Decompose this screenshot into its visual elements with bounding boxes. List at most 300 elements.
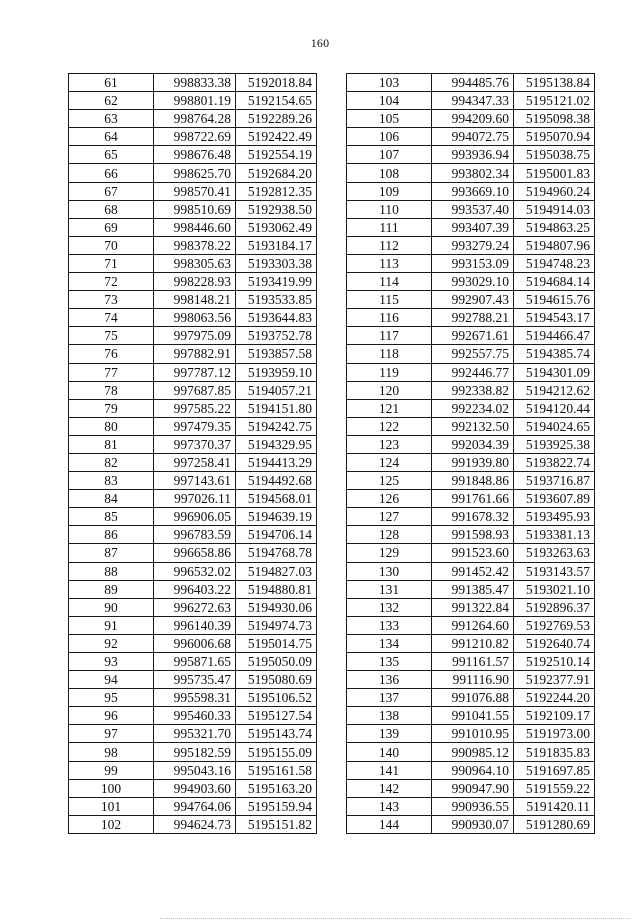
y-coordinate-cell: 5193303.38 [236,254,317,272]
table-row [347,689,595,707]
y-coordinate-cell: 5192510.14 [514,653,595,671]
table-row [347,399,595,417]
table-row [347,707,595,725]
y-coordinate-cell: 5194212.62 [514,381,595,399]
table-row [69,725,317,743]
table-row [347,218,595,236]
table-row [347,128,595,146]
y-coordinate-cell: 5193857.58 [236,345,317,363]
point-number-cell: 102 [69,815,154,833]
table-row [347,526,595,544]
x-coordinate-cell: 994624.73 [154,815,236,833]
point-number-cell: 82 [69,453,154,471]
point-number-cell: 95 [69,689,154,707]
table-row [347,74,595,92]
table-row [69,92,317,110]
point-number-cell: 117 [347,327,432,345]
x-coordinate-cell: 994347.33 [432,92,514,110]
table-row [69,309,317,327]
x-coordinate-cell: 990985.12 [432,743,514,761]
y-coordinate-cell: 5194301.09 [514,363,595,381]
point-number-cell: 101 [69,797,154,815]
table-row [69,671,317,689]
table-row [69,653,317,671]
x-coordinate-cell: 992338.82 [432,381,514,399]
y-coordinate-cell: 5194863.25 [514,218,595,236]
x-coordinate-cell: 993279.24 [432,236,514,254]
x-coordinate-cell: 991848.86 [432,472,514,490]
table-row [69,761,317,779]
x-coordinate-cell: 996006.68 [154,634,236,652]
coordinates-table-left [68,73,317,834]
y-coordinate-cell: 5195161.58 [236,761,317,779]
x-coordinate-cell: 995043.16 [154,761,236,779]
table-row [347,381,595,399]
y-coordinate-cell: 5193533.85 [236,291,317,309]
table-row [347,146,595,164]
x-coordinate-cell: 996532.02 [154,562,236,580]
point-number-cell: 104 [347,92,432,110]
table-row [347,453,595,471]
point-number-cell: 68 [69,200,154,218]
y-coordinate-cell: 5195151.82 [236,815,317,833]
point-number-cell: 109 [347,182,432,200]
point-number-cell: 132 [347,598,432,616]
point-number-cell: 106 [347,128,432,146]
point-number-cell: 62 [69,92,154,110]
table-row [347,417,595,435]
x-coordinate-cell: 997975.09 [154,327,236,345]
point-number-cell: 71 [69,254,154,272]
table-row [69,815,317,833]
y-coordinate-cell: 5193607.89 [514,490,595,508]
x-coordinate-cell: 995598.31 [154,689,236,707]
y-coordinate-cell: 5193959.10 [236,363,317,381]
y-coordinate-cell: 5194568.01 [236,490,317,508]
x-coordinate-cell: 993153.09 [432,254,514,272]
x-coordinate-cell: 992234.02 [432,399,514,417]
y-coordinate-cell: 5194974.73 [236,616,317,634]
table-row [69,562,317,580]
x-coordinate-cell: 993936.94 [432,146,514,164]
y-coordinate-cell: 5192377.91 [514,671,595,689]
table-row [69,435,317,453]
point-number-cell: 90 [69,598,154,616]
point-number-cell: 93 [69,653,154,671]
table-row [69,580,317,598]
y-coordinate-cell: 5192769.53 [514,616,595,634]
scan-edge-line [160,918,630,919]
table-row [69,743,317,761]
point-number-cell: 139 [347,725,432,743]
x-coordinate-cell: 992132.50 [432,417,514,435]
x-coordinate-cell: 996272.63 [154,598,236,616]
point-number-cell: 72 [69,273,154,291]
x-coordinate-cell: 996403.22 [154,580,236,598]
x-coordinate-cell: 998764.28 [154,110,236,128]
x-coordinate-cell: 998228.93 [154,273,236,291]
table-row [347,291,595,309]
table-row [347,200,595,218]
y-coordinate-cell: 5193644.83 [236,309,317,327]
x-coordinate-cell: 990930.07 [432,815,514,833]
table-row [69,291,317,309]
point-number-cell: 76 [69,345,154,363]
point-number-cell: 137 [347,689,432,707]
table-row [347,327,595,345]
x-coordinate-cell: 993029.10 [432,273,514,291]
table-row [347,598,595,616]
table-row [69,616,317,634]
y-coordinate-cell: 5191559.22 [514,779,595,797]
point-number-cell: 74 [69,309,154,327]
y-coordinate-cell: 5195014.75 [236,634,317,652]
y-coordinate-cell: 5195127.54 [236,707,317,725]
table-row [347,273,595,291]
table-row [69,797,317,815]
x-coordinate-cell: 998676.48 [154,146,236,164]
table-row [69,200,317,218]
y-coordinate-cell: 5195106.52 [236,689,317,707]
point-number-cell: 81 [69,435,154,453]
y-coordinate-cell: 5194807.96 [514,236,595,254]
point-number-cell: 98 [69,743,154,761]
x-coordinate-cell: 991523.60 [432,544,514,562]
y-coordinate-cell: 5192640.74 [514,634,595,652]
y-coordinate-cell: 5194615.76 [514,291,595,309]
x-coordinate-cell: 998305.63 [154,254,236,272]
y-coordinate-cell: 5194827.03 [236,562,317,580]
point-number-cell: 69 [69,218,154,236]
x-coordinate-cell: 990964.10 [432,761,514,779]
y-coordinate-cell: 5195163.20 [236,779,317,797]
y-coordinate-cell: 5194120.44 [514,399,595,417]
y-coordinate-cell: 5195070.94 [514,128,595,146]
y-coordinate-cell: 5192289.26 [236,110,317,128]
table-row [69,526,317,544]
x-coordinate-cell: 991116.90 [432,671,514,689]
y-coordinate-cell: 5191280.69 [514,815,595,833]
table-row [69,363,317,381]
point-number-cell: 100 [69,779,154,797]
x-coordinate-cell: 993407.39 [432,218,514,236]
point-number-cell: 143 [347,797,432,815]
table-row [69,453,317,471]
point-number-cell: 126 [347,490,432,508]
table-row [69,472,317,490]
table-row [347,164,595,182]
y-coordinate-cell: 5194151.80 [236,399,317,417]
point-number-cell: 142 [347,779,432,797]
x-coordinate-cell: 993802.34 [432,164,514,182]
x-coordinate-cell: 991598.93 [432,526,514,544]
point-number-cell: 134 [347,634,432,652]
point-number-cell: 116 [347,309,432,327]
y-coordinate-cell: 5195001.83 [514,164,595,182]
y-coordinate-cell: 5194768.78 [236,544,317,562]
table-row [69,218,317,236]
y-coordinate-cell: 5191420.11 [514,797,595,815]
y-coordinate-cell: 5195155.09 [236,743,317,761]
table-row [347,508,595,526]
y-coordinate-cell: 5191697.85 [514,761,595,779]
y-coordinate-cell: 5193752.78 [236,327,317,345]
y-coordinate-cell: 5195050.09 [236,653,317,671]
y-coordinate-cell: 5195121.02 [514,92,595,110]
y-coordinate-cell: 5195138.84 [514,74,595,92]
table-row [69,146,317,164]
y-coordinate-cell: 5194413.29 [236,453,317,471]
y-coordinate-cell: 5195143.74 [236,725,317,743]
x-coordinate-cell: 994485.76 [432,74,514,92]
table-row [347,653,595,671]
table-row [347,92,595,110]
point-number-cell: 86 [69,526,154,544]
table-row [69,490,317,508]
y-coordinate-cell: 5194930.06 [236,598,317,616]
table-row [69,689,317,707]
y-coordinate-cell: 5194329.95 [236,435,317,453]
x-coordinate-cell: 998446.60 [154,218,236,236]
table-row [69,544,317,562]
y-coordinate-cell: 5194639.19 [236,508,317,526]
point-number-cell: 103 [347,74,432,92]
y-coordinate-cell: 5194492.68 [236,472,317,490]
table-row [69,345,317,363]
y-coordinate-cell: 5194385.74 [514,345,595,363]
table-body [347,74,595,834]
point-number-cell: 107 [347,146,432,164]
table-row [347,182,595,200]
table-row [69,164,317,182]
table-row [347,345,595,363]
table-row [69,236,317,254]
table-row [69,381,317,399]
point-number-cell: 122 [347,417,432,435]
point-number-cell: 73 [69,291,154,309]
x-coordinate-cell: 991264.60 [432,616,514,634]
point-number-cell: 140 [347,743,432,761]
y-coordinate-cell: 5192684.20 [236,164,317,182]
table-row [347,435,595,453]
y-coordinate-cell: 5193021.10 [514,580,595,598]
x-coordinate-cell: 996783.59 [154,526,236,544]
table-row [69,417,317,435]
x-coordinate-cell: 996140.39 [154,616,236,634]
table-row [69,508,317,526]
table-row [347,671,595,689]
point-number-cell: 91 [69,616,154,634]
table-row [347,725,595,743]
y-coordinate-cell: 5193419.99 [236,273,317,291]
point-number-cell: 96 [69,707,154,725]
y-coordinate-cell: 5192244.20 [514,689,595,707]
point-number-cell: 115 [347,291,432,309]
y-coordinate-cell: 5194024.65 [514,417,595,435]
x-coordinate-cell: 992907.43 [432,291,514,309]
x-coordinate-cell: 997479.35 [154,417,236,435]
x-coordinate-cell: 992034.39 [432,435,514,453]
y-coordinate-cell: 5194543.17 [514,309,595,327]
x-coordinate-cell: 997370.37 [154,435,236,453]
x-coordinate-cell: 991161.57 [432,653,514,671]
point-number-cell: 83 [69,472,154,490]
y-coordinate-cell: 5195159.94 [236,797,317,815]
point-number-cell: 63 [69,110,154,128]
table-row [69,254,317,272]
x-coordinate-cell: 994209.60 [432,110,514,128]
x-coordinate-cell: 998570.41 [154,182,236,200]
y-coordinate-cell: 5193143.57 [514,562,595,580]
table-row [347,472,595,490]
y-coordinate-cell: 5194466.47 [514,327,595,345]
y-coordinate-cell: 5194057.21 [236,381,317,399]
x-coordinate-cell: 995871.65 [154,653,236,671]
x-coordinate-cell: 992446.77 [432,363,514,381]
y-coordinate-cell: 5194706.14 [236,526,317,544]
table-row [69,707,317,725]
point-number-cell: 133 [347,616,432,634]
point-number-cell: 64 [69,128,154,146]
point-number-cell: 105 [347,110,432,128]
x-coordinate-cell: 991678.32 [432,508,514,526]
table-row [347,309,595,327]
table-row [347,761,595,779]
y-coordinate-cell: 5194242.75 [236,417,317,435]
point-number-cell: 78 [69,381,154,399]
point-number-cell: 66 [69,164,154,182]
x-coordinate-cell: 990947.90 [432,779,514,797]
y-coordinate-cell: 5194960.24 [514,182,595,200]
x-coordinate-cell: 997787.12 [154,363,236,381]
point-number-cell: 136 [347,671,432,689]
x-coordinate-cell: 995460.33 [154,707,236,725]
point-number-cell: 97 [69,725,154,743]
y-coordinate-cell: 5192422.49 [236,128,317,146]
point-number-cell: 111 [347,218,432,236]
x-coordinate-cell: 991385.47 [432,580,514,598]
point-number-cell: 70 [69,236,154,254]
x-coordinate-cell: 998063.56 [154,309,236,327]
x-coordinate-cell: 998722.69 [154,128,236,146]
point-number-cell: 128 [347,526,432,544]
table-row [69,327,317,345]
table-row [69,182,317,200]
x-coordinate-cell: 994764.06 [154,797,236,815]
y-coordinate-cell: 5192109.17 [514,707,595,725]
y-coordinate-cell: 5193263.63 [514,544,595,562]
x-coordinate-cell: 998148.21 [154,291,236,309]
point-number-cell: 120 [347,381,432,399]
point-number-cell: 65 [69,146,154,164]
y-coordinate-cell: 5193184.17 [236,236,317,254]
table-row [347,236,595,254]
coordinates-table-right [346,73,595,834]
point-number-cell: 118 [347,345,432,363]
x-coordinate-cell: 995182.59 [154,743,236,761]
x-coordinate-cell: 997585.22 [154,399,236,417]
table-row [347,743,595,761]
y-coordinate-cell: 5191835.83 [514,743,595,761]
point-number-cell: 130 [347,562,432,580]
x-coordinate-cell: 991010.95 [432,725,514,743]
table-row [69,128,317,146]
x-coordinate-cell: 998833.38 [154,74,236,92]
x-coordinate-cell: 994903.60 [154,779,236,797]
page-number: 160 [310,36,330,50]
y-coordinate-cell: 5192896.37 [514,598,595,616]
y-coordinate-cell: 5191973.00 [514,725,595,743]
x-coordinate-cell: 997882.91 [154,345,236,363]
point-number-cell: 121 [347,399,432,417]
y-coordinate-cell: 5192018.84 [236,74,317,92]
x-coordinate-cell: 996658.86 [154,544,236,562]
table-row [347,363,595,381]
x-coordinate-cell: 991452.42 [432,562,514,580]
y-coordinate-cell: 5194748.23 [514,254,595,272]
y-coordinate-cell: 5195080.69 [236,671,317,689]
x-coordinate-cell: 995321.70 [154,725,236,743]
table-row [69,779,317,797]
point-number-cell: 110 [347,200,432,218]
table-row [347,815,595,833]
y-coordinate-cell: 5194684.14 [514,273,595,291]
point-number-cell: 129 [347,544,432,562]
x-coordinate-cell: 993537.40 [432,200,514,218]
table-row [347,779,595,797]
x-coordinate-cell: 998510.69 [154,200,236,218]
y-coordinate-cell: 5193925.38 [514,435,595,453]
x-coordinate-cell: 997026.11 [154,490,236,508]
point-number-cell: 80 [69,417,154,435]
x-coordinate-cell: 998801.19 [154,92,236,110]
table-row [347,634,595,652]
x-coordinate-cell: 992671.61 [432,327,514,345]
x-coordinate-cell: 994072.75 [432,128,514,146]
point-number-cell: 84 [69,490,154,508]
table-row [347,580,595,598]
table-row [69,598,317,616]
point-number-cell: 127 [347,508,432,526]
point-number-cell: 87 [69,544,154,562]
x-coordinate-cell: 992788.21 [432,309,514,327]
y-coordinate-cell: 5195038.75 [514,146,595,164]
table-body [69,74,317,834]
table-row [347,254,595,272]
x-coordinate-cell: 995735.47 [154,671,236,689]
table-row [347,490,595,508]
y-coordinate-cell: 5193495.93 [514,508,595,526]
x-coordinate-cell: 990936.55 [432,797,514,815]
point-number-cell: 75 [69,327,154,345]
x-coordinate-cell: 991041.55 [432,707,514,725]
x-coordinate-cell: 992557.75 [432,345,514,363]
x-coordinate-cell: 997258.41 [154,453,236,471]
point-number-cell: 61 [69,74,154,92]
x-coordinate-cell: 993669.10 [432,182,514,200]
point-number-cell: 99 [69,761,154,779]
point-number-cell: 113 [347,254,432,272]
point-number-cell: 119 [347,363,432,381]
table-row [69,634,317,652]
y-coordinate-cell: 5192938.50 [236,200,317,218]
y-coordinate-cell: 5195098.38 [514,110,595,128]
point-number-cell: 144 [347,815,432,833]
table-row [347,797,595,815]
y-coordinate-cell: 5194914.03 [514,200,595,218]
x-coordinate-cell: 991761.66 [432,490,514,508]
y-coordinate-cell: 5193062.49 [236,218,317,236]
